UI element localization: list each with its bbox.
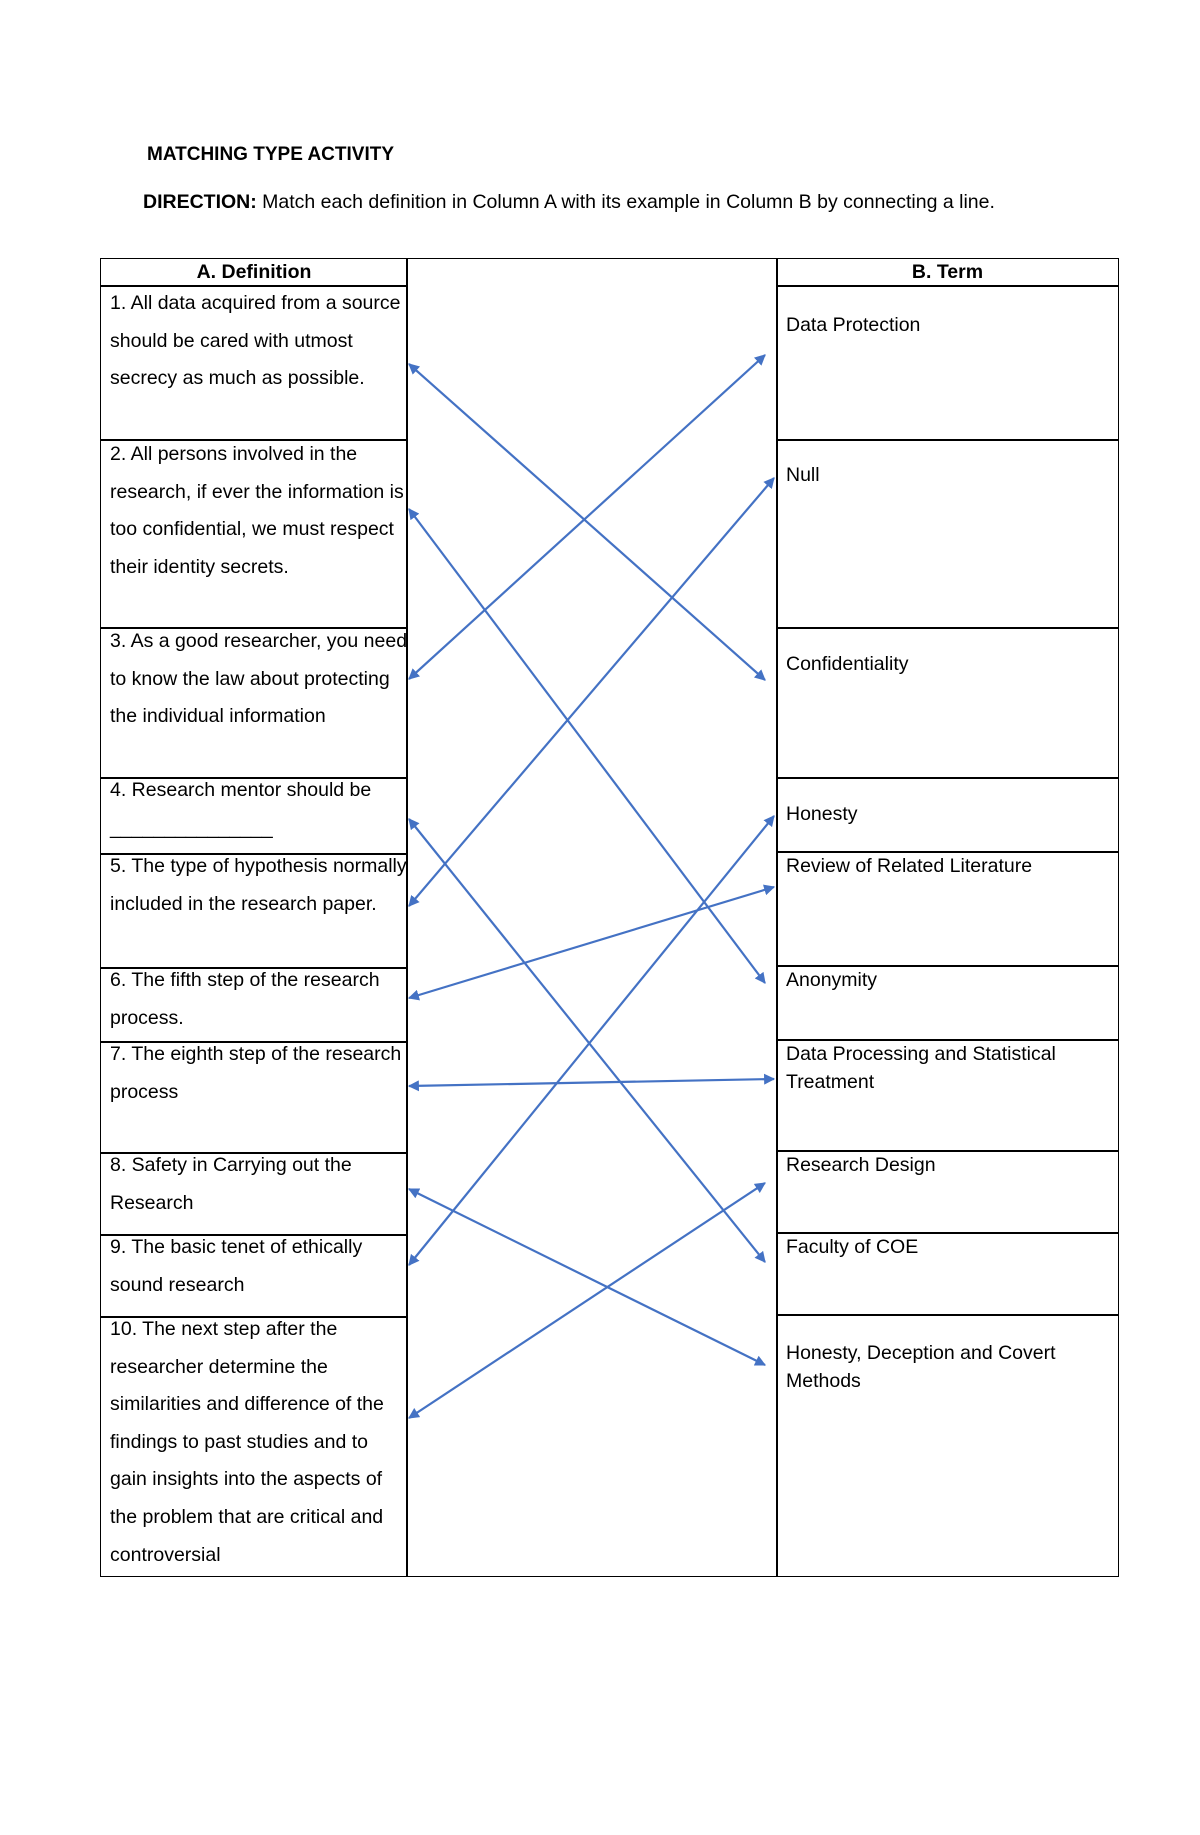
definition-text: 8. Safety in Carrying out the Research [110, 1154, 352, 1214]
definition-text: 10. The next step after the researcher determine the similarities and difference of the findings to past studies and to gain insights into the aspects of the problem that are critical and controversial [110, 1318, 384, 1566]
activity-title: MATCHING TYPE ACTIVITY [147, 144, 394, 165]
direction-body: Match each definition in Column A with its example in Column B by connecting a line. [256, 191, 995, 213]
connector-line[interactable] [409, 816, 774, 1265]
term-text: Faculty of COE [786, 1236, 919, 1258]
term-text: Null [786, 464, 820, 486]
column-a-header: A. Definition [100, 258, 408, 287]
connector-line[interactable] [409, 887, 774, 998]
connector-line[interactable] [409, 478, 774, 906]
term-text: Data Processing and Statistical Treatment [786, 1043, 1056, 1093]
term-text: Research Design [786, 1154, 936, 1176]
connector-line[interactable] [409, 509, 765, 983]
term-text: Anonymity [786, 969, 878, 991]
term-text: Review of Related Literature [786, 855, 1033, 877]
definition-text: 3. As a good researcher, you need to know the law about protecting the individual information [110, 630, 408, 728]
definition-text: 1. All data acquired from a source should be cared with utmost secrecy as much as possible. [110, 292, 401, 390]
definition-text: 5. The type of hypothesis normally included in the research paper. [110, 855, 407, 915]
connector-line[interactable] [409, 1183, 765, 1418]
definition-text: 6. The fifth step of the research process. [110, 969, 380, 1029]
direction-label: DIRECTION: [143, 191, 257, 213]
connector-line[interactable] [409, 355, 765, 679]
definition-text: 2. All persons involved in the research, if ever the information is too confidential, we must respect their identity secrets. [110, 443, 404, 578]
connector-line[interactable] [409, 1189, 765, 1365]
term-text: Honesty, Deception and Covert Methods [786, 1342, 1056, 1392]
definition-text: 4. Research mentor should be _______________ [110, 779, 372, 839]
term-text: Confidentiality [786, 653, 909, 675]
column-b-header: B. Term [776, 258, 1119, 287]
definition-text: 7. The eighth step of the research process [110, 1043, 402, 1103]
definition-text: 9. The basic tenet of ethically sound research [110, 1236, 363, 1296]
connector-line[interactable] [409, 364, 765, 680]
term-text: Data Protection [786, 314, 921, 336]
connector-line[interactable] [409, 1079, 774, 1086]
term-text: Honesty [786, 803, 858, 825]
connector-line[interactable] [409, 819, 765, 1262]
